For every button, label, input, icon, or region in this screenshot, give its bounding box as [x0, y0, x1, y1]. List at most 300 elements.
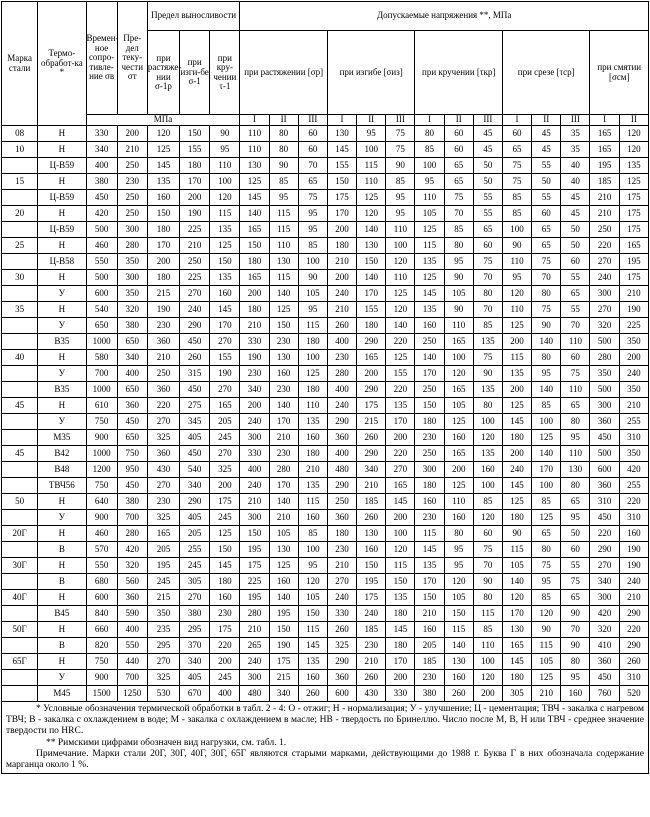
value-cell: 350 [619, 382, 648, 398]
value-cell: 80 [561, 414, 590, 430]
value-cell: 110 [444, 494, 473, 510]
value-cell: 300 [240, 510, 269, 526]
value-cell: 245 [210, 670, 240, 686]
value-cell: 330 [240, 334, 269, 350]
value-cell: 380 [117, 494, 147, 510]
value-cell: 360 [117, 590, 147, 606]
value-cell: 115 [298, 318, 327, 334]
treatment-cell: У [38, 366, 86, 382]
value-cell: 215 [147, 286, 179, 302]
value-cell: 240 [619, 366, 648, 382]
value-cell: 150 [386, 574, 415, 590]
value-cell: 200 [180, 190, 210, 206]
value-cell: 100 [357, 142, 386, 158]
table-row [2, 430, 649, 446]
value-cell: 260 [180, 350, 210, 366]
value-cell: 220 [386, 446, 415, 462]
value-cell: 135 [386, 590, 415, 606]
value-cell: 330 [327, 606, 356, 622]
value-cell: 180 [298, 334, 327, 350]
value-cell: 340 [180, 654, 210, 670]
value-cell: 75 [532, 302, 561, 318]
value-cell: 55 [473, 206, 502, 222]
value-cell: 145 [502, 654, 531, 670]
value-cell: 180 [240, 254, 269, 270]
value-cell: 145 [502, 414, 531, 430]
value-cell: 135 [415, 254, 444, 270]
value-cell: 380 [415, 686, 444, 702]
value-cell: 205 [180, 526, 210, 542]
value-cell: 840 [86, 606, 117, 622]
value-cell: 300 [590, 590, 619, 606]
value-cell: 120 [147, 126, 179, 142]
value-cell: 500 [86, 270, 117, 286]
value-cell: 170 [386, 414, 415, 430]
value-cell: 160 [269, 574, 298, 590]
value-cell: 900 [86, 430, 117, 446]
value-cell: 150 [240, 238, 269, 254]
value-cell: 125 [532, 510, 561, 526]
value-cell: 110 [386, 270, 415, 286]
value-cell: 105 [532, 654, 561, 670]
value-cell: 420 [86, 206, 117, 222]
table-row [2, 366, 649, 382]
value-cell: 170 [269, 414, 298, 430]
value-cell: 160 [444, 430, 473, 446]
value-cell: 240 [327, 286, 356, 302]
value-cell: 80 [473, 590, 502, 606]
value-cell: 200 [327, 270, 356, 286]
value-cell: 110 [561, 382, 590, 398]
value-cell: 95 [386, 206, 415, 222]
value-cell: 240 [357, 606, 386, 622]
value-cell: 345 [180, 414, 210, 430]
value-cell: 65 [444, 174, 473, 190]
value-cell: 250 [415, 382, 444, 398]
value-cell: 305 [502, 686, 531, 702]
value-cell: 480 [240, 686, 269, 702]
load-type-label: I [502, 115, 531, 126]
value-cell: 450 [180, 382, 210, 398]
value-cell: 115 [502, 350, 531, 366]
value-cell: 130 [357, 526, 386, 542]
value-cell: 35 [561, 126, 590, 142]
value-cell: 245 [210, 510, 240, 526]
value-cell: 170 [386, 654, 415, 670]
value-cell: 150 [147, 206, 179, 222]
treatment-cell: ТВЧ56 [38, 478, 86, 494]
value-cell: 120 [386, 302, 415, 318]
footnote-remark: Примечание. Марки стали 20Г, 30Г, 40Г, 30Г, 65Г являются старыми марками, действующими до 1988 г. Буква Г в них обозначала содержание марганца около 1 %. [6, 748, 644, 771]
value-cell: 40 [561, 174, 590, 190]
table-row [2, 462, 649, 478]
steel-grade-cell [2, 334, 38, 350]
value-cell: 120 [502, 286, 531, 302]
load-type-label: III [386, 115, 415, 126]
value-cell: 125 [298, 366, 327, 382]
value-cell: 45 [473, 126, 502, 142]
value-cell: 210 [327, 254, 356, 270]
value-cell: 55 [561, 558, 590, 574]
steel-grade-cell [2, 670, 38, 686]
value-cell: 255 [619, 414, 648, 430]
value-cell: 560 [117, 574, 147, 590]
value-cell: 280 [590, 350, 619, 366]
value-cell: 600 [86, 590, 117, 606]
value-cell: 110 [298, 398, 327, 414]
value-cell: 55 [561, 302, 590, 318]
value-cell: 370 [180, 638, 210, 654]
value-cell: 450 [180, 446, 210, 462]
value-cell: 600 [86, 286, 117, 302]
value-cell: 145 [147, 158, 179, 174]
treatment-cell: У [38, 318, 86, 334]
value-cell: 210 [590, 206, 619, 222]
value-cell: 195 [240, 542, 269, 558]
value-cell: 150 [180, 126, 210, 142]
value-cell: 230 [415, 510, 444, 526]
value-cell: 125 [415, 222, 444, 238]
value-cell: 125 [502, 398, 531, 414]
table-row [2, 526, 649, 542]
value-cell: 950 [117, 462, 147, 478]
value-cell: 340 [269, 686, 298, 702]
value-cell: 190 [619, 558, 648, 574]
value-cell: 70 [444, 206, 473, 222]
value-cell: 110 [386, 222, 415, 238]
footnotes [1, 702, 649, 774]
value-cell: 120 [473, 510, 502, 526]
value-cell: 340 [590, 574, 619, 590]
value-cell: 220 [619, 622, 648, 638]
value-cell: 310 [590, 494, 619, 510]
value-cell: 75 [561, 574, 590, 590]
value-cell: 95 [415, 174, 444, 190]
value-cell: 250 [327, 494, 356, 510]
value-cell: 130 [269, 254, 298, 270]
table-row [2, 558, 649, 574]
treatment-cell: Н [38, 526, 86, 542]
value-cell: 120 [619, 126, 648, 142]
value-cell: 140 [444, 638, 473, 654]
value-cell: 450 [180, 334, 210, 350]
value-cell: 750 [86, 414, 117, 430]
value-cell: 190 [619, 542, 648, 558]
value-cell: 95 [561, 430, 590, 446]
value-cell: 115 [444, 622, 473, 638]
value-cell: 155 [180, 142, 210, 158]
value-cell: 200 [327, 222, 356, 238]
value-cell: 145 [240, 190, 269, 206]
value-cell: 160 [147, 190, 179, 206]
value-cell: 85 [473, 318, 502, 334]
value-cell: 55 [532, 190, 561, 206]
value-cell: 120 [619, 142, 648, 158]
value-cell: 250 [415, 446, 444, 462]
value-cell: 190 [210, 366, 240, 382]
value-cell: 90 [444, 270, 473, 286]
value-cell: 350 [117, 254, 147, 270]
value-cell: 45 [532, 142, 561, 158]
value-cell: 210 [619, 590, 648, 606]
footnote-treatment: * Условные обозначения термической обработки в табл. 2 - 4: О - отжиг; Н - нормализация; У - улучшение; Ц - цементация; ТВЧ - закалка с нагревом ТВЧ; В - закалка с охлаждением в воде; М - закалка с охлаждением в масле; НВ - твердость по Бринеллю. Число после М, В, Н или ТВЧ - среднее значение твердости по HRC. [6, 704, 644, 737]
value-cell: 160 [210, 286, 240, 302]
value-cell: 185 [357, 494, 386, 510]
value-cell: 95 [561, 670, 590, 686]
value-cell: 160 [298, 510, 327, 526]
table-row [2, 190, 649, 206]
value-cell: 90 [502, 526, 531, 542]
value-cell: 270 [210, 382, 240, 398]
value-cell: 90 [444, 302, 473, 318]
value-cell: 360 [147, 446, 179, 462]
header-vynos: Предел выносливости [147, 2, 240, 31]
load-type-label: III [298, 115, 327, 126]
value-cell: 185 [415, 654, 444, 670]
value-cell: 240 [240, 478, 269, 494]
value-cell: 540 [180, 462, 210, 478]
table-row [2, 206, 649, 222]
value-cell: 90 [269, 158, 298, 174]
value-cell: 135 [473, 446, 502, 462]
value-cell: 1500 [86, 686, 117, 702]
value-cell: 325 [210, 462, 240, 478]
value-cell: 440 [117, 654, 147, 670]
value-cell: 35 [561, 142, 590, 158]
value-cell: 250 [415, 334, 444, 350]
value-cell: 265 [240, 638, 269, 654]
value-cell: 110 [240, 142, 269, 158]
steel-grade-cell [2, 638, 38, 654]
value-cell: 640 [86, 494, 117, 510]
value-cell: 750 [117, 446, 147, 462]
value-cell: 125 [386, 350, 415, 366]
table-row [2, 158, 649, 174]
value-cell: 95 [298, 206, 327, 222]
value-cell: 295 [180, 622, 210, 638]
value-cell: 170 [269, 478, 298, 494]
value-cell: 145 [386, 494, 415, 510]
table-row [2, 126, 649, 142]
value-cell: 60 [502, 126, 531, 142]
value-cell: 95 [561, 510, 590, 526]
value-cell: 550 [117, 638, 147, 654]
load-type-label: I [240, 115, 269, 126]
value-cell: 175 [357, 398, 386, 414]
value-cell: 125 [532, 430, 561, 446]
value-cell: 310 [619, 430, 648, 446]
table-row [2, 478, 649, 494]
value-cell: 165 [619, 238, 648, 254]
value-cell: 135 [386, 398, 415, 414]
value-cell: 240 [327, 590, 356, 606]
value-cell: 200 [386, 510, 415, 526]
value-cell: 90 [532, 318, 561, 334]
value-cell: 215 [357, 414, 386, 430]
value-cell: 145 [502, 478, 531, 494]
treatment-cell: У [38, 510, 86, 526]
value-cell: 65 [298, 174, 327, 190]
value-cell: 210 [619, 398, 648, 414]
table-row [2, 670, 649, 686]
value-cell: 60 [532, 206, 561, 222]
value-cell: 80 [473, 286, 502, 302]
value-cell: 65 [561, 590, 590, 606]
value-cell: 400 [327, 446, 356, 462]
value-cell: 85 [444, 222, 473, 238]
value-cell: 105 [502, 558, 531, 574]
steel-grade-cell: 30 [2, 270, 38, 286]
value-cell: 260 [327, 318, 356, 334]
value-cell: 650 [117, 334, 147, 350]
treatment-cell: Н [38, 142, 86, 158]
value-cell: 330 [240, 446, 269, 462]
value-cell: 65 [561, 494, 590, 510]
value-cell: 220 [619, 494, 648, 510]
value-cell: 290 [327, 478, 356, 494]
value-cell: 460 [86, 526, 117, 542]
value-cell: 80 [561, 654, 590, 670]
value-cell: 160 [561, 686, 590, 702]
value-cell: 330 [386, 686, 415, 702]
value-cell: 140 [532, 334, 561, 350]
treatment-cell: Ц-В59 [38, 158, 86, 174]
value-cell: 230 [415, 430, 444, 446]
value-cell: 100 [386, 526, 415, 542]
value-cell: 130 [269, 542, 298, 558]
value-cell: 60 [561, 542, 590, 558]
table-row [2, 334, 649, 350]
treatment-cell: В35 [38, 334, 86, 350]
value-cell: 450 [117, 478, 147, 494]
value-cell: 180 [210, 574, 240, 590]
value-cell: 230 [327, 542, 356, 558]
value-cell: 230 [147, 318, 179, 334]
value-cell: 210 [298, 462, 327, 478]
value-cell: 55 [473, 190, 502, 206]
steel-grade-cell [2, 510, 38, 526]
value-cell: 290 [180, 318, 210, 334]
table-row [2, 174, 649, 190]
table-row [2, 302, 649, 318]
table-row [2, 446, 649, 462]
value-cell: 80 [415, 126, 444, 142]
value-cell: 195 [269, 606, 298, 622]
value-cell: 400 [86, 158, 117, 174]
value-cell: 180 [415, 414, 444, 430]
treatment-cell: В45 [38, 606, 86, 622]
value-cell: 210 [619, 286, 648, 302]
header-marka: Марка стали [2, 2, 38, 126]
value-cell: 110 [502, 254, 531, 270]
value-cell: 660 [86, 622, 117, 638]
value-cell: 65 [473, 222, 502, 238]
value-cell: 125 [269, 302, 298, 318]
value-cell: 340 [86, 142, 117, 158]
value-cell: 55 [561, 270, 590, 286]
table-row [2, 142, 649, 158]
value-cell: 160 [415, 318, 444, 334]
value-cell: 120 [298, 574, 327, 590]
value-cell: 45 [473, 142, 502, 158]
value-cell: 450 [590, 430, 619, 446]
value-cell: 140 [240, 206, 269, 222]
value-cell: 130 [561, 462, 590, 478]
value-cell: 180 [180, 158, 210, 174]
treatment-cell: М45 [38, 686, 86, 702]
value-cell: 65 [444, 158, 473, 174]
treatment-cell: У [38, 286, 86, 302]
value-cell: 160 [415, 494, 444, 510]
value-cell: 140 [502, 574, 531, 590]
value-cell: 200 [502, 382, 531, 398]
value-cell: 245 [210, 430, 240, 446]
value-cell: 115 [473, 606, 502, 622]
treatment-cell: Н [38, 206, 86, 222]
treatment-cell: Н [38, 590, 86, 606]
value-cell: 250 [117, 158, 147, 174]
value-cell: 65 [561, 286, 590, 302]
value-cell: 120 [502, 590, 531, 606]
table-row [2, 654, 649, 670]
value-cell: 210 [117, 142, 147, 158]
treatment-cell: В [38, 542, 86, 558]
load-type-label: I [590, 115, 619, 126]
value-cell: 95 [532, 574, 561, 590]
value-cell: 125 [532, 670, 561, 686]
value-cell: 480 [327, 462, 356, 478]
value-cell: 80 [269, 126, 298, 142]
value-cell: 215 [147, 590, 179, 606]
value-cell: 45 [532, 126, 561, 142]
value-cell: 160 [298, 670, 327, 686]
table-row [2, 238, 649, 254]
value-cell: 500 [590, 334, 619, 350]
value-cell: 85 [415, 142, 444, 158]
value-cell: 170 [415, 574, 444, 590]
value-cell: 290 [590, 542, 619, 558]
value-cell: 95 [444, 254, 473, 270]
value-cell: 110 [240, 126, 269, 142]
value-cell: 120 [386, 254, 415, 270]
value-cell: 220 [386, 382, 415, 398]
value-cell: 360 [590, 414, 619, 430]
steel-grade-cell [2, 686, 38, 702]
value-cell: 105 [444, 590, 473, 606]
value-cell: 165 [590, 126, 619, 142]
value-cell: 95 [444, 542, 473, 558]
value-cell: 170 [532, 462, 561, 478]
value-cell: 380 [117, 318, 147, 334]
value-cell: 165 [357, 350, 386, 366]
value-cell: 190 [269, 638, 298, 654]
value-cell: 95 [298, 222, 327, 238]
steel-grade-cell: 15 [2, 174, 38, 190]
value-cell: 500 [590, 382, 619, 398]
value-cell: 185 [590, 174, 619, 190]
value-cell: 110 [444, 318, 473, 334]
value-cell: 260 [327, 622, 356, 638]
value-cell: 680 [86, 574, 117, 590]
value-cell: 290 [357, 446, 386, 462]
value-cell: 195 [147, 558, 179, 574]
treatment-cell: В35 [38, 382, 86, 398]
value-cell: 175 [240, 558, 269, 574]
value-cell: 75 [473, 542, 502, 558]
value-cell: 115 [415, 526, 444, 542]
value-cell: 305 [180, 574, 210, 590]
value-cell: 135 [473, 382, 502, 398]
